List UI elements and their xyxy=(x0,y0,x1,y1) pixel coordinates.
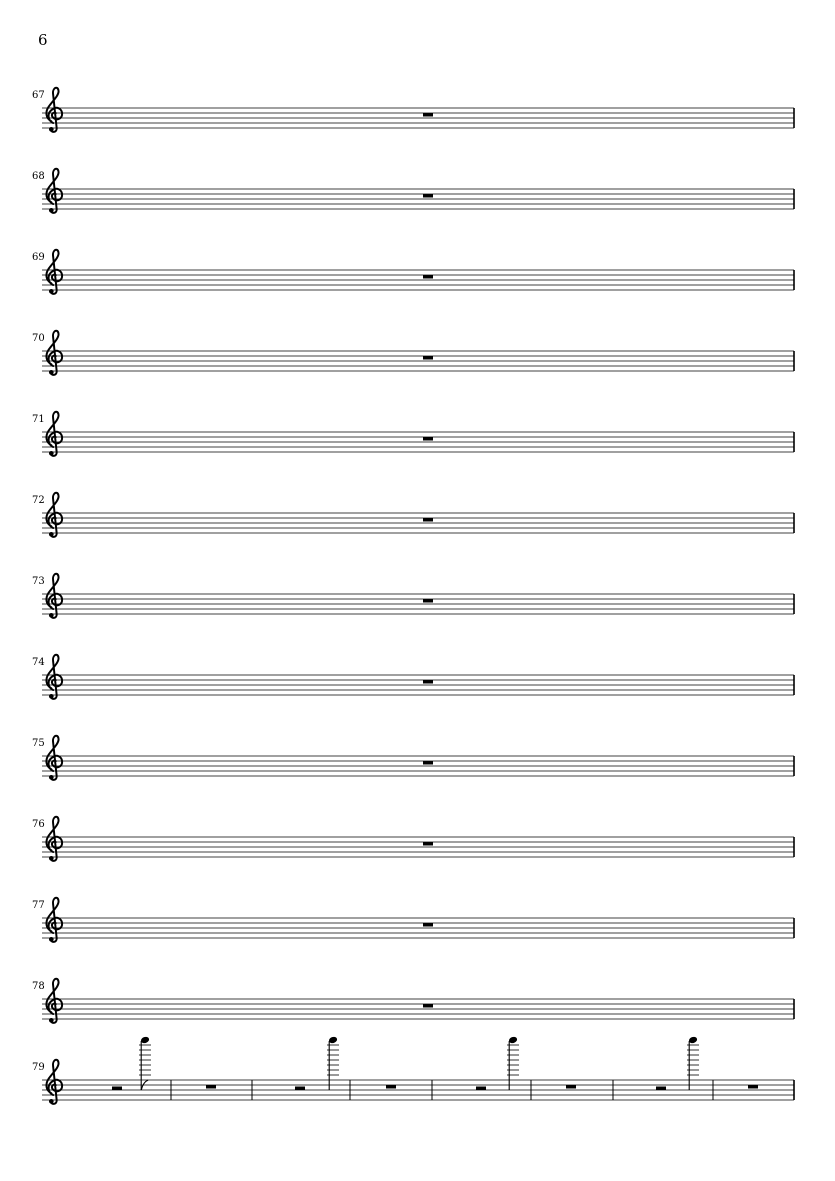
staff xyxy=(0,419,835,489)
treble-clef-icon xyxy=(46,979,62,1023)
whole-rest-icon xyxy=(748,1085,758,1089)
whole-rest-icon xyxy=(423,437,433,441)
staff-system xyxy=(0,657,835,732)
staff-system xyxy=(0,738,835,813)
treble-clef-icon xyxy=(46,817,62,861)
half-rest-icon xyxy=(295,1087,305,1091)
whole-rest-icon xyxy=(423,761,433,765)
treble-clef-icon xyxy=(46,169,62,213)
treble-clef-icon xyxy=(46,1060,62,1104)
whole-rest-icon xyxy=(423,275,433,279)
whole-rest-icon xyxy=(566,1085,576,1089)
treble-clef-icon xyxy=(46,331,62,375)
measure-number: 68 xyxy=(32,171,45,182)
staff-system xyxy=(0,252,835,327)
staff-system xyxy=(0,90,835,165)
measure-number: 72 xyxy=(32,495,45,506)
staff xyxy=(0,662,835,732)
note-icon xyxy=(507,1036,519,1090)
measure-number: 73 xyxy=(32,576,45,587)
whole-rest-icon xyxy=(423,518,433,522)
staff xyxy=(0,338,835,408)
staff xyxy=(0,176,835,246)
staff-system xyxy=(0,333,835,408)
staff-system xyxy=(0,414,835,489)
half-rest-icon xyxy=(112,1087,122,1091)
staff-system xyxy=(0,576,835,651)
treble-clef-icon xyxy=(46,574,62,618)
staff xyxy=(0,905,835,975)
treble-clef-icon xyxy=(46,655,62,699)
measure-number: 70 xyxy=(32,333,45,344)
measure-number: 67 xyxy=(32,90,45,101)
note-icon xyxy=(327,1036,339,1090)
measure-number: 74 xyxy=(32,657,45,668)
half-rest-icon xyxy=(476,1087,486,1091)
staff-system xyxy=(0,900,835,975)
staff-system xyxy=(0,495,835,570)
measure-number: 76 xyxy=(32,819,45,830)
measure-number: 79 xyxy=(32,1062,45,1073)
whole-rest-icon xyxy=(423,194,433,198)
measure-number: 69 xyxy=(32,252,45,263)
note-icon xyxy=(139,1036,151,1090)
staff xyxy=(0,743,835,813)
treble-clef-icon xyxy=(46,412,62,456)
measure-number: 77 xyxy=(32,900,45,911)
staff xyxy=(0,257,835,327)
measure-number: 78 xyxy=(32,981,45,992)
staff xyxy=(0,824,835,894)
measure-number: 75 xyxy=(32,738,45,749)
staff xyxy=(0,581,835,651)
staff xyxy=(0,95,835,165)
treble-clef-icon xyxy=(46,88,62,132)
treble-clef-icon xyxy=(46,250,62,294)
staff xyxy=(0,1027,835,1137)
whole-rest-icon xyxy=(386,1085,396,1089)
staff xyxy=(0,500,835,570)
staff-system xyxy=(0,171,835,246)
whole-rest-icon xyxy=(423,923,433,927)
whole-rest-icon xyxy=(423,680,433,684)
page-number: 6 xyxy=(38,31,48,49)
whole-rest-icon xyxy=(423,842,433,846)
measure-number: 71 xyxy=(32,414,45,425)
whole-rest-icon xyxy=(423,1004,433,1008)
staff-system xyxy=(0,1062,835,1137)
treble-clef-icon xyxy=(46,736,62,780)
staff-system xyxy=(0,819,835,894)
half-rest-icon xyxy=(656,1087,666,1091)
whole-rest-icon xyxy=(423,113,433,117)
whole-rest-icon xyxy=(206,1085,216,1089)
treble-clef-icon xyxy=(46,898,62,942)
treble-clef-icon xyxy=(46,493,62,537)
note-icon xyxy=(687,1036,699,1090)
whole-rest-icon xyxy=(423,599,433,603)
whole-rest-icon xyxy=(423,356,433,360)
